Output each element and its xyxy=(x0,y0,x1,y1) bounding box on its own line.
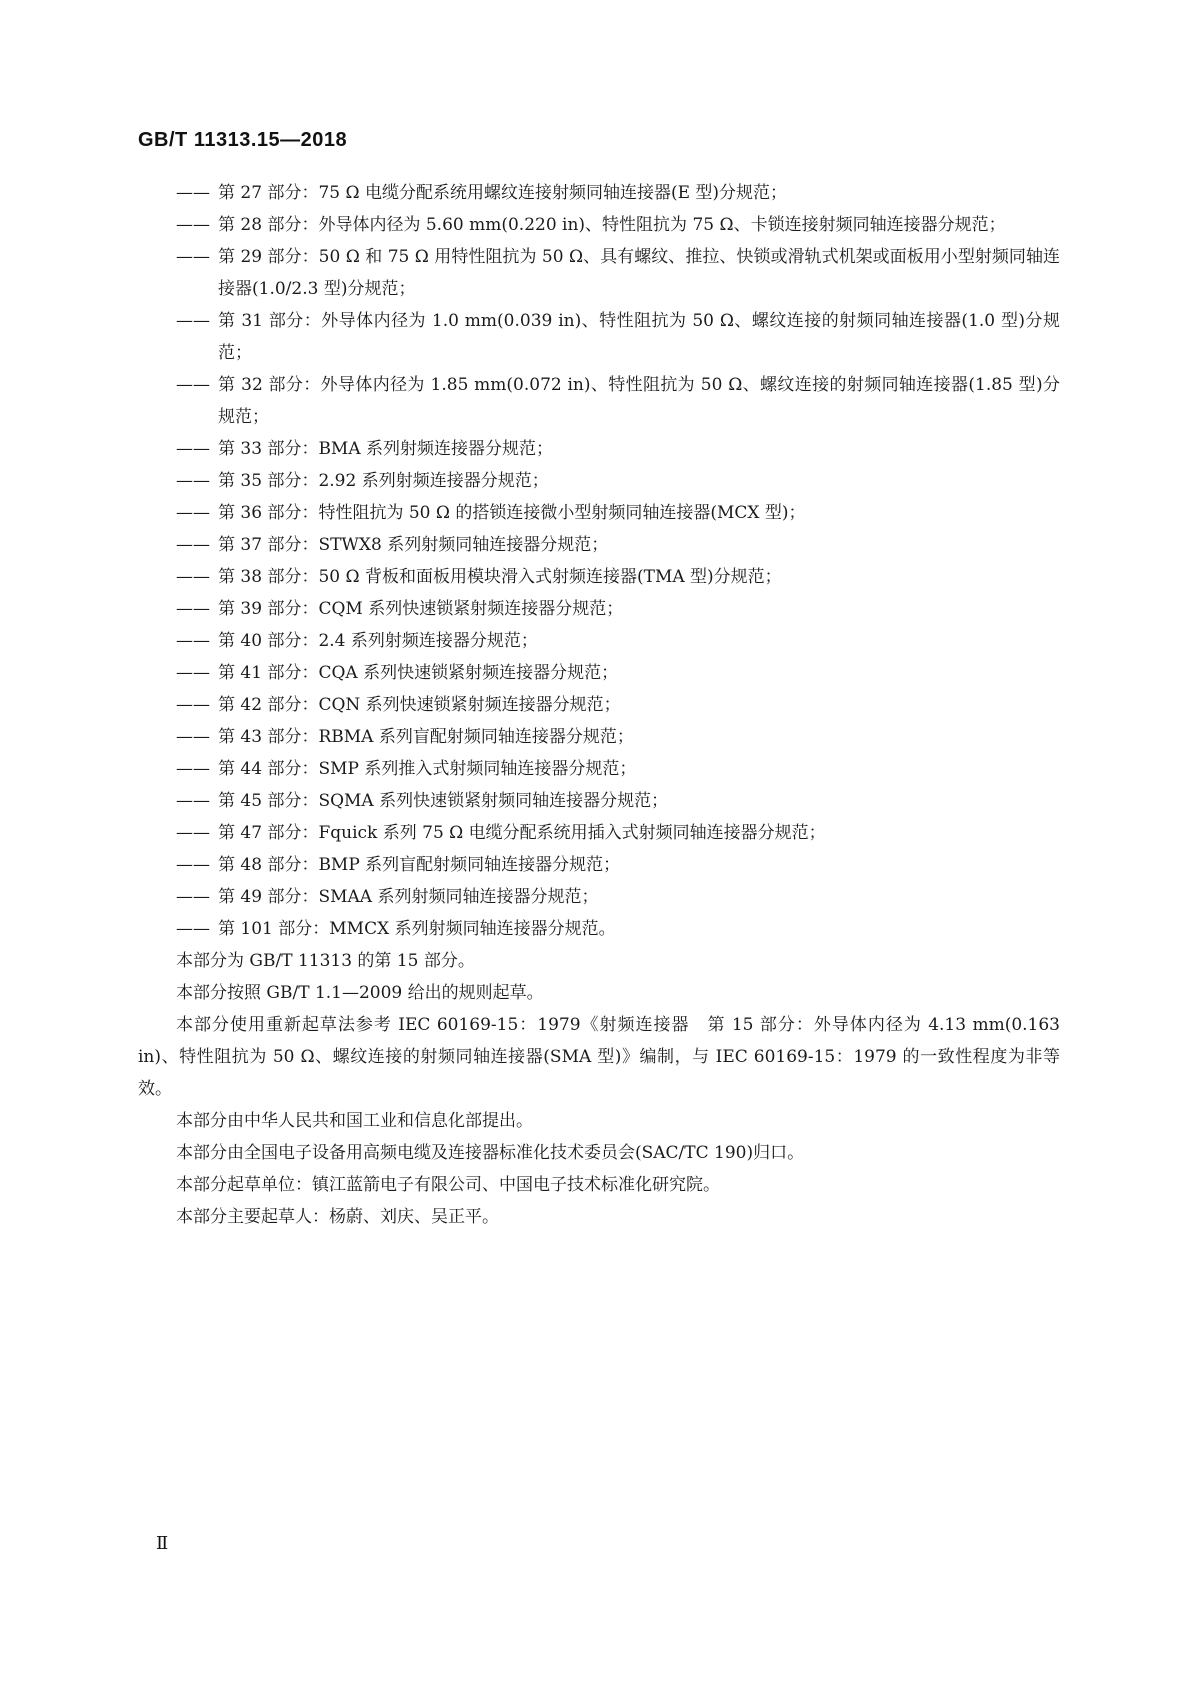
list-item-text: 第 101 部分：MMCX 系列射频同轴连接器分规范。 xyxy=(218,919,616,939)
list-item-text: 第 45 部分：SQMA 系列快速锁紧射频同轴连接器分规范； xyxy=(218,791,669,811)
list-dash: —— xyxy=(176,567,210,587)
list-item xyxy=(176,753,1060,785)
list-dash: —— xyxy=(176,823,210,843)
list-dash: —— xyxy=(176,471,210,491)
list-dash: —— xyxy=(176,183,210,203)
list-dash: —— xyxy=(176,215,210,235)
paragraph-drafters: 本部分主要起草人：杨蔚、刘庆、吴正平。 xyxy=(176,1207,499,1227)
list-dash: —— xyxy=(176,791,210,811)
list-item-text: 第 40 部分：2.4 系列射频连接器分规范； xyxy=(218,631,538,651)
list-dash: —— xyxy=(176,855,210,875)
list-item-text: 第 27 部分：75 Ω 电缆分配系统用螺纹连接射频同轴连接器(E 型)分规范； xyxy=(218,183,788,203)
list-item xyxy=(176,657,1060,689)
list-item-text: 第 41 部分：CQA 系列快速锁紧射频连接器分规范； xyxy=(218,663,619,683)
page-number: Ⅱ xyxy=(156,1533,169,1554)
list-item xyxy=(176,849,1060,881)
list-dash: —— xyxy=(176,919,210,939)
list-item-text: 第 43 部分：RBMA 系列盲配射频同轴连接器分规范； xyxy=(218,727,634,747)
standard-number-header: GB/T 11313.15—2018 xyxy=(138,129,348,151)
list-item xyxy=(176,561,1060,593)
list-item-text: 第 36 部分：特性阻抗为 50 Ω 的搭锁连接微小型射频同轴连接器(MCX 型)； xyxy=(218,503,806,523)
list-item xyxy=(176,497,1060,529)
list-item xyxy=(176,881,1060,913)
paragraph-drafting-rules: 本部分按照 GB/T 1.1—2009 给出的规则起草。 xyxy=(176,983,544,1003)
list-item xyxy=(176,785,1060,817)
list-dash: —— xyxy=(176,503,210,523)
paragraph-part-designation: 本部分为 GB/T 11313 的第 15 部分。 xyxy=(176,951,475,971)
list-item-text: 第 49 部分：SMAA 系列射频同轴连接器分规范； xyxy=(218,887,599,907)
list-dash: —— xyxy=(176,535,210,555)
list-item-text: 第 47 部分：Fquick 系列 75 Ω 电缆分配系统用插入式射频同轴连接器分规范； xyxy=(218,823,826,843)
list-item xyxy=(176,593,1060,625)
list-item xyxy=(176,817,1060,849)
list-item xyxy=(176,625,1060,657)
list-dash: —— xyxy=(176,311,210,331)
list-item xyxy=(176,369,1060,433)
list-item xyxy=(176,529,1060,561)
list-item xyxy=(176,433,1060,465)
list-dash: —— xyxy=(176,631,210,651)
list-dash: —— xyxy=(176,439,210,459)
list-item xyxy=(176,177,1060,209)
foreword-paragraphs xyxy=(138,945,1060,1233)
list-dash: —— xyxy=(176,727,210,747)
list-item xyxy=(176,305,1060,369)
paragraph-proposer: 本部分由中华人民共和国工业和信息化部提出。 xyxy=(176,1111,533,1131)
list-item-text: 第 28 部分：外导体内径为 5.60 mm(0.220 in)、特性阻抗为 75 Ω、卡锁连接射频同轴连接器分规范； xyxy=(218,215,1006,235)
list-dash: —— xyxy=(176,759,210,779)
list-dash: —— xyxy=(176,695,210,715)
list-item-text: 第 33 部分：BMA 系列射频连接器分规范； xyxy=(218,439,554,459)
list-item-text: 第 32 部分：外导体内径为 1.85 mm(0.072 in)、特性阻抗为 50 Ω、螺纹连接的射频同轴连接器(1.85 型)分规范； xyxy=(218,375,1060,427)
list-item xyxy=(176,689,1060,721)
list-item-text: 第 37 部分：STWX8 系列射频同轴连接器分规范； xyxy=(218,535,609,555)
list-item-text: 第 48 部分：BMP 系列盲配射频同轴连接器分规范； xyxy=(218,855,621,875)
list-dash: —— xyxy=(176,599,210,619)
list-item-text: 第 29 部分：50 Ω 和 75 Ω 用特性阻抗为 50 Ω、具有螺纹、推拉、快锁或滑轨式机架或面板用小型射频同轴连接器(1.0/2.3 型)分规范； xyxy=(218,247,1060,299)
paragraph-committee: 本部分由全国电子设备用高频电缆及连接器标准化技术委员会(SAC/TC 190)归口。 xyxy=(176,1143,805,1163)
list-item xyxy=(176,721,1060,753)
list-dash: —— xyxy=(176,663,210,683)
list-item xyxy=(176,465,1060,497)
paragraph-drafting-units: 本部分起草单位：镇江蓝箭电子有限公司、中国电子技术标准化研究院。 xyxy=(176,1175,720,1195)
list-item-text: 第 38 部分：50 Ω 背板和面板用模块滑入式射频连接器(TMA 型)分规范； xyxy=(218,567,782,587)
list-dash: —— xyxy=(176,247,210,267)
list-item-text: 第 44 部分：SMP 系列推入式射频同轴连接器分规范； xyxy=(218,759,637,779)
list-item xyxy=(176,209,1060,241)
list-item xyxy=(176,913,1060,945)
list-item xyxy=(176,241,1060,305)
parts-list xyxy=(176,177,1060,945)
list-dash: —— xyxy=(176,375,210,395)
list-item-text: 第 31 部分：外导体内径为 1.0 mm(0.039 in)、特性阻抗为 50 Ω、螺纹连接的射频同轴连接器(1.0 型)分规范； xyxy=(218,311,1060,363)
list-item-text: 第 39 部分：CQM 系列快速锁紧射频连接器分规范； xyxy=(218,599,624,619)
list-item-text: 第 42 部分：CQN 系列快速锁紧射频连接器分规范； xyxy=(218,695,621,715)
list-item-text: 第 35 部分：2.92 系列射频连接器分规范； xyxy=(218,471,549,491)
list-dash: —— xyxy=(176,887,210,907)
paragraph-iec-reference: 本部分使用重新起草法参考 IEC 60169-15：1979《射频连接器 第 15 部分：外导体内径为 4.13 mm(0.163 in)、特性阻抗为 50 Ω、螺纹连接的射频同轴连接器(SMA 型)》编制，与 IEC 60169-15：1979 的一致性程度为非等效。 xyxy=(138,1015,1060,1099)
foreword-content xyxy=(138,177,1060,1233)
